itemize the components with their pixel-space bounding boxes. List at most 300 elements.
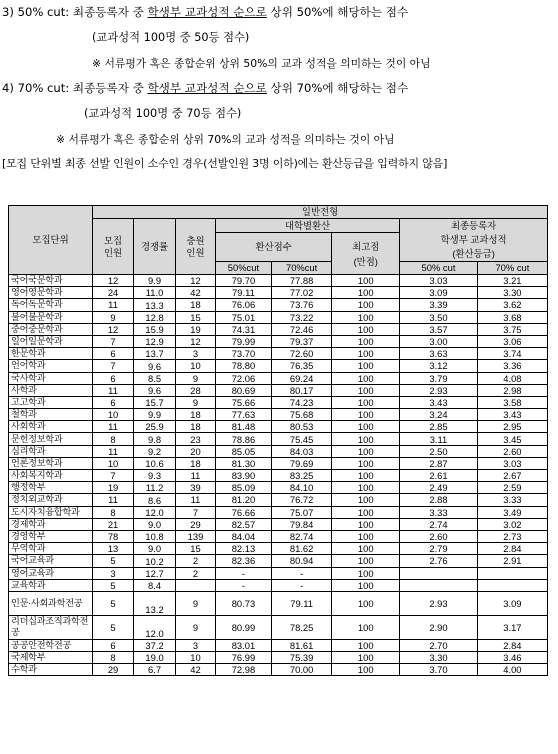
- cell-quota: 5: [93, 555, 134, 567]
- cell-grade70: 3.62: [477, 299, 547, 311]
- table-row: [9, 470, 548, 482]
- cell-grade70: 3.33: [477, 494, 547, 506]
- table-row: [9, 543, 548, 555]
- cell-max-score: 100: [332, 506, 400, 518]
- cell-grade50: 3.63: [400, 348, 478, 360]
- cell-rate: 25.9: [134, 421, 176, 433]
- cell-dept: 고고학과: [9, 396, 93, 408]
- cell-cut70: 75.68: [271, 409, 331, 421]
- cell-grade70: 3.43: [477, 409, 547, 421]
- cell-quota: 3: [93, 567, 134, 579]
- cell-grade50: 2.88: [400, 494, 478, 506]
- cell-grade50: 3.50: [400, 311, 478, 323]
- cell-quota: 11: [93, 384, 134, 396]
- table-row: [9, 433, 548, 445]
- note-3-detail: (교과성적 100명 중 50등 점수): [92, 31, 250, 44]
- cell-filled: 3: [176, 639, 216, 651]
- cell-dept: 경제학과: [9, 518, 93, 530]
- cell-rate: 13.3: [134, 299, 176, 311]
- cell-dept: 언론정보학과: [9, 457, 93, 469]
- cell-grade70: 3.30: [477, 287, 547, 299]
- cell-grade70: 2.73: [477, 530, 547, 542]
- cell-rate: 10.6: [134, 457, 176, 469]
- cell-quota: 6: [93, 639, 134, 651]
- table-row: [9, 579, 548, 591]
- cell-grade50: [400, 579, 478, 591]
- cell-max-score: 100: [332, 518, 400, 530]
- cell-grade50: 3.12: [400, 360, 478, 372]
- table-row: [9, 457, 548, 469]
- cell-rate: 8.4: [134, 579, 176, 591]
- cell-grade70: 2.98: [477, 384, 547, 396]
- cell-quota: 12: [93, 275, 134, 287]
- cell-grade50: 3.11: [400, 433, 478, 445]
- cell-filled: 2: [176, 555, 216, 567]
- cell-cut50: 78.80: [215, 360, 271, 372]
- cell-cut50: 75.01: [215, 311, 271, 323]
- cell-cut70: 76.35: [271, 360, 331, 372]
- cell-max-score: 100: [332, 287, 400, 299]
- cell-max-score: 100: [332, 555, 400, 567]
- cell-grade70: 4.08: [477, 372, 547, 384]
- cell-grade50: 2.74: [400, 518, 478, 530]
- cell-grade70: 2.59: [477, 482, 547, 494]
- header-rate: 경쟁률: [134, 219, 176, 275]
- cell-grade70: 2.84: [477, 639, 547, 651]
- cell-cut50: 82.57: [215, 518, 271, 530]
- cell-quota: 8: [93, 652, 134, 664]
- cell-rate: 10.2: [134, 555, 176, 567]
- bracket-note: [모집 단위별 최종 선발 인원이 소수인 경우(선발인원 3명 이하)에는 환산등급을 입력하지 않음]: [2, 157, 448, 170]
- table-row: [9, 482, 548, 494]
- cell-cut70: 79.11: [271, 591, 331, 615]
- cell-cut50: 75.66: [215, 396, 271, 408]
- cell-cut70: -: [271, 567, 331, 579]
- cell-cut50: 76.99: [215, 652, 271, 664]
- cell-rate: 13.2: [134, 591, 176, 615]
- table-row: [9, 518, 548, 530]
- cell-grade50: 2.50: [400, 445, 478, 457]
- cell-grade70: 3.17: [477, 615, 547, 639]
- cell-cut50: 80.69: [215, 384, 271, 396]
- cell-grade70: 3.09: [477, 591, 547, 615]
- cell-cut50: 78.86: [215, 433, 271, 445]
- cell-quota: 7: [93, 470, 134, 482]
- cell-grade70: 3.75: [477, 323, 547, 335]
- cell-cut50: 79.99: [215, 335, 271, 347]
- cell-max-score: 100: [332, 348, 400, 360]
- cell-filled: 9: [176, 396, 216, 408]
- cell-max-score: 100: [332, 457, 400, 469]
- cell-grade70: 3.68: [477, 311, 547, 323]
- cell-cut50: 81.48: [215, 421, 271, 433]
- note-3-warning: ※ 서류평가 혹은 종합순위 상위 50%의 교과 성적을 의미하는 것이 아님: [92, 57, 431, 70]
- cell-dept: 국제학부: [9, 652, 93, 664]
- cell-rate: 13.7: [134, 348, 176, 360]
- cell-grade50: 3.09: [400, 287, 478, 299]
- cell-cut50: 85.09: [215, 482, 271, 494]
- cell-filled: [176, 579, 216, 591]
- cell-dept: 영어영문학과: [9, 287, 93, 299]
- cell-grade50: 2.93: [400, 591, 478, 615]
- cell-grade70: 3.06: [477, 335, 547, 347]
- cell-dept: 언어학과: [9, 360, 93, 372]
- cell-filled: 18: [176, 421, 216, 433]
- cell-max-score: 100: [332, 433, 400, 445]
- cell-max-score: 100: [332, 409, 400, 421]
- cell-max-score: 100: [332, 275, 400, 287]
- cell-max-score: 100: [332, 421, 400, 433]
- note-4: [2, 80, 558, 96]
- cell-rate: 6.7: [134, 664, 176, 676]
- table-row: [9, 311, 548, 323]
- note-4-warning: ※ 서류평가 혹은 종합순위 상위 70%의 교과 성적을 의미하는 것이 아님: [56, 133, 395, 146]
- table-row: [9, 591, 548, 615]
- cell-cut50: 82.13: [215, 543, 271, 555]
- cell-cut70: 76.72: [271, 494, 331, 506]
- cell-max-score: 100: [332, 335, 400, 347]
- cell-quota: 11: [93, 494, 134, 506]
- cell-cut50: 81.20: [215, 494, 271, 506]
- cell-cut50: 74.31: [215, 323, 271, 335]
- cell-dept: 인문·사회과학전공: [9, 591, 93, 615]
- note-3-prefix: 3) 50% cut: 최종등록자 중: [2, 5, 148, 19]
- cell-filled: 139: [176, 530, 216, 542]
- cell-rate: 8.6: [134, 494, 176, 506]
- cell-quota: 29: [93, 664, 134, 676]
- header-dept: 모집단위: [9, 206, 93, 275]
- cell-cut50: 79.11: [215, 287, 271, 299]
- cell-dept: 불어불문학과: [9, 311, 93, 323]
- cell-max-score: 100: [332, 372, 400, 384]
- cell-quota: 78: [93, 530, 134, 542]
- cell-dept: 국어교육과: [9, 555, 93, 567]
- cell-cut70: 81.61: [271, 639, 331, 651]
- cell-grade70: 3.36: [477, 360, 547, 372]
- cell-filled: 2: [176, 567, 216, 579]
- cell-max-score: 100: [332, 579, 400, 591]
- cell-grade70: 4.00: [477, 664, 547, 676]
- note-4-prefix: 4) 70% cut: 최종등록자 중: [2, 81, 148, 95]
- cell-quota: 6: [93, 372, 134, 384]
- cell-cut50: -: [215, 567, 271, 579]
- cell-quota: 19: [93, 482, 134, 494]
- cell-cut50: 79.70: [215, 275, 271, 287]
- table-row: [9, 323, 548, 335]
- cell-max-score: 100: [332, 360, 400, 372]
- header-grade50: 50% cut: [400, 262, 478, 275]
- cell-grade50: 3.43: [400, 396, 478, 408]
- table-row: [9, 287, 548, 299]
- note-4-suffix: 상위 70%에 해당하는 점수: [266, 81, 409, 95]
- cell-quota: 9: [93, 311, 134, 323]
- cell-cut50: 76.66: [215, 506, 271, 518]
- table-row: [9, 530, 548, 542]
- cell-cut70: 82.74: [271, 530, 331, 542]
- cell-rate: 9.6: [134, 360, 176, 372]
- cell-filled: 42: [176, 664, 216, 676]
- cell-rate: 12.0: [134, 615, 176, 639]
- cell-rate: 12.9: [134, 335, 176, 347]
- cell-cut50: 83.01: [215, 639, 271, 651]
- cell-grade70: 3.02: [477, 518, 547, 530]
- cell-dept: 정치외교학과: [9, 494, 93, 506]
- cell-dept: 한문학과: [9, 348, 93, 360]
- table-row: [9, 664, 548, 676]
- cell-cut50: 84.04: [215, 530, 271, 542]
- cell-dept: 심리학과: [9, 445, 93, 457]
- cell-dept: 수학과: [9, 664, 93, 676]
- cell-max-score: 100: [332, 311, 400, 323]
- cell-quota: 5: [93, 579, 134, 591]
- cell-cut50: 83.90: [215, 470, 271, 482]
- cell-rate: 15.9: [134, 323, 176, 335]
- cell-max-score: 100: [332, 396, 400, 408]
- cell-rate: 11.0: [134, 287, 176, 299]
- table-row: [9, 506, 548, 518]
- cell-grade50: 2.49: [400, 482, 478, 494]
- cell-filled: 29: [176, 518, 216, 530]
- table-row: [9, 652, 548, 664]
- cell-quota: 10: [93, 457, 134, 469]
- cell-rate: 8.5: [134, 372, 176, 384]
- note-3: [2, 4, 558, 20]
- cell-cut70: 79.37: [271, 335, 331, 347]
- cell-cut70: 80.94: [271, 555, 331, 567]
- cell-max-score: 100: [332, 530, 400, 542]
- cell-filled: 15: [176, 543, 216, 555]
- cell-grade70: 2.60: [477, 445, 547, 457]
- cell-grade50: 2.87: [400, 457, 478, 469]
- cell-quota: 21: [93, 518, 134, 530]
- cell-cut70: 80.53: [271, 421, 331, 433]
- cell-cut70: -: [271, 579, 331, 591]
- header-conv-score: 환산점수: [215, 233, 331, 262]
- cell-filled: 9: [176, 372, 216, 384]
- header-cut50: 50%cut: [215, 262, 271, 275]
- cell-filled: 12: [176, 335, 216, 347]
- cell-cut70: 81.62: [271, 543, 331, 555]
- cell-cut70: 84.10: [271, 482, 331, 494]
- cell-quota: 5: [93, 615, 134, 639]
- table-row: [9, 615, 548, 639]
- cell-cut70: 72.60: [271, 348, 331, 360]
- cell-grade70: 2.67: [477, 470, 547, 482]
- cell-grade50: 2.76: [400, 555, 478, 567]
- cell-cut50: 77.63: [215, 409, 271, 421]
- cell-filled: 10: [176, 652, 216, 664]
- table-row: [9, 384, 548, 396]
- cell-grade50: 2.61: [400, 470, 478, 482]
- table-row: [9, 567, 548, 579]
- table-row: [9, 396, 548, 408]
- table-row: [9, 275, 548, 287]
- cell-max-score: 100: [332, 543, 400, 555]
- cell-cut50: 73.70: [215, 348, 271, 360]
- cell-filled: 3: [176, 348, 216, 360]
- cell-rate: 37.2: [134, 639, 176, 651]
- cell-cut70: 83.25: [271, 470, 331, 482]
- cell-dept: 교육학과: [9, 579, 93, 591]
- cell-dept: 무역학과: [9, 543, 93, 555]
- cell-quota: 13: [93, 543, 134, 555]
- cell-dept: 일어일문학과: [9, 335, 93, 347]
- cell-cut50: 80.73: [215, 591, 271, 615]
- cell-rate: 9.9: [134, 275, 176, 287]
- cell-grade70: 3.58: [477, 396, 547, 408]
- cell-cut50: 81.30: [215, 457, 271, 469]
- cell-cut50: 72.06: [215, 372, 271, 384]
- cell-cut70: 72.46: [271, 323, 331, 335]
- cell-filled: 12: [176, 275, 216, 287]
- cell-dept: 행정학부: [9, 482, 93, 494]
- cell-rate: 9.3: [134, 470, 176, 482]
- cell-grade50: 2.60: [400, 530, 478, 542]
- cell-filled: 9: [176, 615, 216, 639]
- cell-grade70: 3.03: [477, 457, 547, 469]
- cell-dept: 사학과: [9, 384, 93, 396]
- cell-grade70: [477, 579, 547, 591]
- cell-filled: 19: [176, 323, 216, 335]
- table-row: [9, 494, 548, 506]
- cell-dept: 공공안전학전공: [9, 639, 93, 651]
- cell-cut70: 79.84: [271, 518, 331, 530]
- note-3-suffix: 상위 50%에 해당하는 점수: [266, 5, 409, 19]
- cell-filled: 10: [176, 360, 216, 372]
- cell-dept: 국어국문학과: [9, 275, 93, 287]
- cell-grade70: 3.49: [477, 506, 547, 518]
- cell-grade70: 3.46: [477, 652, 547, 664]
- cell-grade70: 2.84: [477, 543, 547, 555]
- cell-cut70: 75.39: [271, 652, 331, 664]
- cell-cut70: 84.03: [271, 445, 331, 457]
- header-quota: 모집 인원: [93, 219, 134, 275]
- header-group: 일반전형: [93, 206, 548, 219]
- table-row: [9, 299, 548, 311]
- cell-filled: 15: [176, 311, 216, 323]
- cell-dept: 도시자치융합학과: [9, 506, 93, 518]
- cell-grade70: [477, 567, 547, 579]
- cell-grade50: 3.03: [400, 275, 478, 287]
- cell-grade50: 2.85: [400, 421, 478, 433]
- cell-filled: 18: [176, 409, 216, 421]
- cell-cut70: 77.88: [271, 275, 331, 287]
- header-final-grade: 최종등록자 학생부 교과성적 (환산등급): [400, 219, 548, 262]
- cell-quota: 11: [93, 445, 134, 457]
- cell-rate: 10.8: [134, 530, 176, 542]
- cell-quota: 7: [93, 335, 134, 347]
- cell-dept: 사회학과: [9, 421, 93, 433]
- cell-quota: 6: [93, 348, 134, 360]
- cell-rate: 9.8: [134, 433, 176, 445]
- cell-max-score: 100: [332, 299, 400, 311]
- cell-quota: 11: [93, 421, 134, 433]
- table-row: [9, 639, 548, 651]
- cell-max-score: 100: [332, 323, 400, 335]
- cell-max-score: 100: [332, 384, 400, 396]
- header-univ-conv: 대학별환산: [215, 219, 399, 233]
- cell-filled: 20: [176, 445, 216, 457]
- table-row: [9, 335, 548, 347]
- cell-dept: 문헌정보학과: [9, 433, 93, 445]
- cell-max-score: 100: [332, 482, 400, 494]
- cell-cut50: 82.36: [215, 555, 271, 567]
- cell-dept: 철학과: [9, 409, 93, 421]
- cell-max-score: 100: [332, 494, 400, 506]
- cell-grade50: 3.57: [400, 323, 478, 335]
- cell-filled: 23: [176, 433, 216, 445]
- header-grade70: 70% cut: [477, 262, 547, 275]
- cell-rate: 9.0: [134, 518, 176, 530]
- cell-grade50: 2.90: [400, 615, 478, 639]
- header-filled: 충원 인원: [176, 219, 216, 275]
- cell-cut70: 77.02: [271, 287, 331, 299]
- cell-dept: 리더십과조직과학전공: [9, 615, 93, 639]
- cell-filled: 18: [176, 457, 216, 469]
- header-max-score: 최고점 (만점): [332, 233, 400, 275]
- cell-quota: 11: [93, 299, 134, 311]
- cell-dept: 사회복지학과: [9, 470, 93, 482]
- cell-grade50: [400, 567, 478, 579]
- note-3-underlined: 학생부 교과성적 순으로: [147, 5, 267, 19]
- cell-cut70: 73.76: [271, 299, 331, 311]
- cell-quota: 8: [93, 506, 134, 518]
- cell-rate: 9.6: [134, 384, 176, 396]
- cell-cut50: -: [215, 579, 271, 591]
- cell-filled: 28: [176, 384, 216, 396]
- table-row: [9, 445, 548, 457]
- cell-grade50: 3.30: [400, 652, 478, 664]
- cell-filled: 39: [176, 482, 216, 494]
- cell-max-score: 100: [332, 639, 400, 651]
- header-cut70: 70%cut: [271, 262, 331, 275]
- cell-cut70: 73.22: [271, 311, 331, 323]
- note-4-detail: (교과성적 100명 중 70등 점수): [84, 107, 242, 120]
- cell-quota: 5: [93, 591, 134, 615]
- cell-quota: 8: [93, 433, 134, 445]
- note-4-underlined: 학생부 교과성적 순으로: [147, 81, 267, 95]
- cell-max-score: 100: [332, 615, 400, 639]
- cell-filled: 11: [176, 494, 216, 506]
- table-row: [9, 555, 548, 567]
- cell-cut70: 80.17: [271, 384, 331, 396]
- cell-cut70: 75.07: [271, 506, 331, 518]
- cell-grade70: 2.95: [477, 421, 547, 433]
- cell-max-score: 100: [332, 591, 400, 615]
- cell-quota: 24: [93, 287, 134, 299]
- cell-grade50: 3.79: [400, 372, 478, 384]
- cell-rate: 12.7: [134, 567, 176, 579]
- cell-dept: 독어독문학과: [9, 299, 93, 311]
- cell-grade50: 2.70: [400, 639, 478, 651]
- cell-cut50: 76.06: [215, 299, 271, 311]
- cell-cut70: 69.24: [271, 372, 331, 384]
- cell-rate: 15.7: [134, 396, 176, 408]
- cell-cut70: 78.25: [271, 615, 331, 639]
- cell-filled: 11: [176, 470, 216, 482]
- cell-rate: 9.0: [134, 543, 176, 555]
- cell-rate: 12.8: [134, 311, 176, 323]
- cell-max-score: 100: [332, 445, 400, 457]
- cell-grade70: 2.91: [477, 555, 547, 567]
- cell-dept: 국사학과: [9, 372, 93, 384]
- table-row: [9, 348, 548, 360]
- table-row: [9, 360, 548, 372]
- cell-max-score: 100: [332, 652, 400, 664]
- admission-results-table: [8, 205, 548, 676]
- cell-max-score: 100: [332, 567, 400, 579]
- cell-dept: 중어중문학과: [9, 323, 93, 335]
